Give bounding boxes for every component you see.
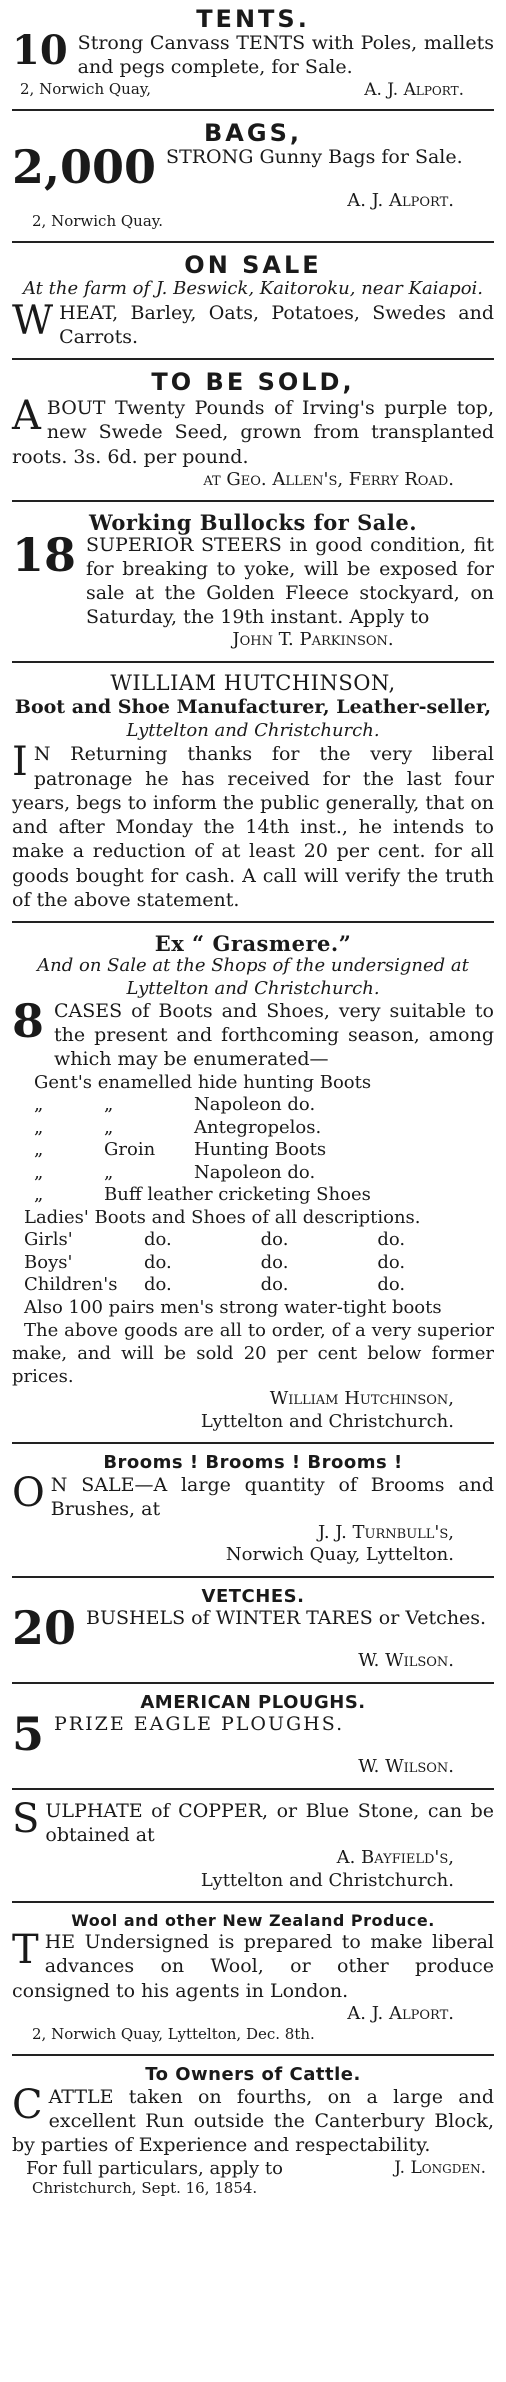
ad-text: BUSHELS of WINTER TARES or Vetches. (86, 1606, 487, 1629)
ad-address: Christchurch, Sept. 16, 1854. (32, 2178, 258, 2197)
divider (12, 2054, 494, 2056)
ad-signature: A. J. Alport. (364, 79, 464, 100)
divider (12, 109, 494, 111)
ad-address: 2, Norwich Quay, (20, 79, 152, 98)
divider (12, 1682, 494, 1684)
divider (12, 921, 494, 923)
drop-cap: I (12, 739, 28, 786)
list-item: Gent's enamelled hide hunting Boots (34, 1071, 372, 1093)
ad-text: CASES of Boots and Shoes, very suitable to the present and forthcoming season, among which may be enumerated— (54, 1000, 494, 1070)
ad-cattle (12, 2059, 494, 2204)
table-row: „ „ Napoleon do. (34, 1094, 316, 1116)
ad-subtitle: And on Sale at the Shops of the undersigned at Lyttelton and Christchurch. (37, 955, 469, 999)
ad-subtitle: At the farm of J. Beswick, Kaitoroku, near Kaiapoi. (22, 278, 484, 300)
divider (12, 500, 494, 502)
ad-heading: BAGS, (204, 118, 302, 147)
ad-bullocks (12, 505, 494, 658)
divider (12, 241, 494, 243)
drop-cap: T (12, 1926, 39, 1973)
ad-signature: A. J. Alport. (347, 189, 454, 211)
ad-signature: William Hutchinson, (269, 1388, 454, 1410)
ad-grasmere (12, 926, 494, 1439)
ad-number: 5 (12, 1706, 45, 1761)
table-row: „ „ Antegropelos. (34, 1116, 322, 1138)
ad-place: at Geo. Allen's, Ferry Road. (203, 468, 454, 490)
ad-signature: J. J. Turnbull's, (318, 1521, 454, 1543)
ad-heading: AMERICAN PLOUGHS. (140, 1691, 366, 1713)
ad-number: 2,000 (12, 140, 157, 195)
ad-tents (12, 0, 494, 106)
list-item: Also 100 pairs men's strong water-tight boots (24, 1296, 442, 1318)
ad-sigplace: Norwich Quay, Lyttelton. (225, 1544, 454, 1566)
ad-text: HEAT, Barley, Oats, Potatoes, Swedes and Carrots. (59, 301, 494, 349)
divider (12, 358, 494, 360)
ad-text: ATTLE taken on fourths, on a large and excellent Run outside the Canterbury Block, by parties of Experience and respectability. (12, 2085, 494, 2157)
ad-sigplace: Lyttelton and Christchurch. (200, 1410, 454, 1432)
ad-brooms (12, 1447, 494, 1572)
drop-cap: S (12, 1795, 40, 1842)
ad-text: ULPHATE of COPPER, or Blue Stone, can be obtained at (45, 1799, 494, 1847)
drop-cap: O (12, 1470, 45, 1517)
divider (12, 1442, 494, 1444)
ad-text: N SALE—A large quantity of Brooms and Brushes, at (50, 1474, 494, 1521)
ad-heading: To Owners of Cattle. (145, 2063, 361, 2085)
drop-cap: C (12, 2081, 43, 2128)
ad-heading: Brooms ! Brooms ! Brooms ! (103, 1452, 403, 1474)
ad-text: PRIZE EAGLE PLOUGHS. (54, 1712, 345, 1735)
ad-places: Lyttelton and Christchurch. (126, 719, 380, 741)
drop-cap: A (12, 392, 41, 439)
divider (12, 1788, 494, 1790)
drop-cap: W (12, 297, 54, 344)
ad-signature: A. J. Alport. (347, 2002, 454, 2024)
table-row: Girls' do. do. do. (24, 1229, 406, 1251)
ad-on-sale (12, 246, 494, 356)
ad-heading: Working Bullocks for Sale. (88, 510, 418, 536)
divider (12, 1576, 494, 1578)
ad-text: STRONG Gunny Bags for Sale. (166, 146, 463, 169)
table-row: Boys' do. do. do. (24, 1251, 406, 1273)
ad-heading: TO BE SOLD, (151, 368, 355, 397)
ad-copper (12, 1793, 494, 1899)
ad-heading: ON SALE (184, 250, 322, 279)
divider (12, 661, 494, 663)
ad-heading: VETCHES. (201, 1585, 305, 1607)
table-row: „ „ Napoleon do. (34, 1161, 316, 1183)
table-row: „ Buff leather cricketing Shoes (34, 1184, 371, 1206)
ad-number: 8 (12, 994, 45, 1049)
ad-text: N Returning thanks for the very liberal patronage he has received for the last four years, begs to inform the public generally, that on and after Monday the 14th inst., he intends to make a reduction of at least 20 per cent. for all goods bought for cash. A call will verify the truth of the above statement. (12, 743, 494, 912)
divider (12, 1901, 494, 1903)
ad-trade: Boot and Shoe Manufacturer, Leather-seller, (14, 696, 492, 718)
ad-wool (12, 1906, 494, 2051)
ad-heading: TENTS. (196, 5, 310, 33)
ad-hutchinson (12, 666, 494, 918)
ad-text: HE Undersigned is prepared to make liberal advances on Wool, or other produce consigned to his agents in London. (12, 1930, 494, 2002)
ad-heading: Ex “ Grasmere.” (154, 931, 352, 957)
ad-number: 20 (12, 1600, 77, 1655)
ad-address: 2, Norwich Quay. (32, 212, 164, 231)
goods-list (12, 1072, 494, 1207)
ad-signature: W. Wilson. (358, 1756, 454, 1778)
ad-text: BOUT Twenty Pounds of Irving's purple top, new Swede Seed, grown from transplanted roots. 3s. 6d. per pound. (12, 396, 494, 468)
list-item: Ladies' Boots and Shoes of all descriptions. (24, 1206, 421, 1228)
ad-heading: Wool and other New Zealand Produce. (71, 1911, 435, 1931)
ad-apply: For full particulars, apply to (26, 2157, 283, 2179)
ad-signature: W. Wilson. (358, 1650, 454, 1672)
goods-table (34, 1094, 494, 1207)
ad-to-be-sold (12, 363, 494, 497)
ad-ploughs (12, 1687, 494, 1785)
ad-sigplace: Lyttelton and Christchurch. (200, 1869, 454, 1891)
ad-number: 18 (12, 528, 77, 583)
goods-grid (12, 1229, 494, 1297)
ad-signature: J. Longden. (394, 2157, 486, 2178)
ad-heading: WILLIAM HUTCHINSON, (110, 670, 396, 695)
ad-vetches (12, 1581, 494, 1679)
ad-signature: John T. Parkinson. (232, 629, 394, 651)
table-row: „ Groin Hunting Boots (34, 1139, 327, 1161)
table-row: Children's do. do. do. (24, 1274, 406, 1296)
ad-bags (12, 114, 494, 238)
ad-number: 10 (12, 27, 68, 75)
ad-text: SUPERIOR STEERS in good condition, fit for breaking to yoke, will be exposed for sale at the Golden Fleece stockyard, on Saturday, the 19th instant. Apply to (86, 534, 494, 628)
ad-address: 2, Norwich Quay, Lyttelton, Dec. 8th. (32, 2025, 315, 2044)
ad-closing: The above goods are all to order, of a very superior make, and will be sold 20 per cent below former prices. (12, 1320, 494, 1388)
ad-signature: A. Bayfield's, (336, 1847, 454, 1869)
ad-text: Strong Canvass TENTS with Poles, mallets and pegs complete, for Sale. (77, 32, 494, 79)
